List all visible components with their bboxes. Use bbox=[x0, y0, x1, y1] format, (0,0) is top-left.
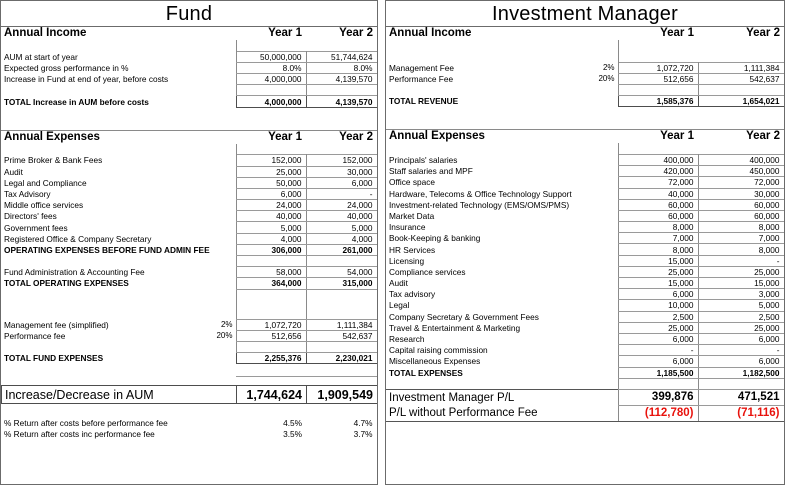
row-year2: 471,521 bbox=[698, 389, 784, 405]
row-year2: 7,000 bbox=[698, 233, 784, 244]
row-year2: 6,000 bbox=[698, 356, 784, 367]
row-label: Licensing bbox=[389, 255, 425, 266]
fund-income-table bbox=[1, 27, 378, 108]
row-year2: 1,909,549 bbox=[307, 386, 378, 404]
spacer-row bbox=[1, 40, 377, 51]
row-year2: - bbox=[698, 345, 784, 356]
row-year1: 152,000 bbox=[236, 155, 306, 166]
im-income-header-year2: Year 2 bbox=[746, 27, 780, 39]
row-label: Fund Administration & Accounting Fee bbox=[4, 267, 145, 278]
row-rate: 2% bbox=[220, 320, 233, 330]
row-year1: 2,255,376 bbox=[236, 353, 306, 364]
row-label: TOTAL REVENUE bbox=[389, 96, 459, 107]
row-year1: 2,500 bbox=[618, 311, 698, 322]
im-income-header-label: Annual Income bbox=[389, 27, 472, 39]
row-year1: 512,656 bbox=[236, 330, 306, 341]
row-label: Legal and Compliance bbox=[4, 177, 87, 188]
table-row bbox=[386, 222, 784, 233]
row-year2: 4,139,570 bbox=[306, 96, 377, 107]
row-year2: 1,654,021 bbox=[698, 96, 784, 107]
row-year1: 8.0% bbox=[236, 62, 306, 73]
row-year2: 1,182,500 bbox=[698, 367, 784, 378]
row-year2: (71,116) bbox=[698, 405, 784, 421]
row-year1: 60,000 bbox=[618, 210, 698, 221]
row-year2: 15,000 bbox=[698, 278, 784, 289]
table-row bbox=[386, 244, 784, 255]
im-expense-header-year2: Year 2 bbox=[746, 130, 780, 143]
row-label: Capital raising commission bbox=[389, 345, 488, 356]
row-label: Increase/Decrease in AUM bbox=[2, 386, 237, 404]
row-year2: 152,000 bbox=[306, 155, 377, 166]
row-label: P/L without Performance Fee bbox=[386, 405, 618, 421]
row-year2: - bbox=[306, 188, 377, 199]
table-row bbox=[1, 429, 377, 440]
row-label: Miscellaneous Expenses bbox=[389, 356, 481, 367]
fund-expense-header-label: Annual Expenses bbox=[4, 130, 100, 143]
row-year2: 25,000 bbox=[698, 322, 784, 333]
fund-expense-header-row bbox=[1, 131, 377, 144]
spacer-row bbox=[386, 84, 784, 95]
row-label: Hardware, Telecoms & Office Technology Support bbox=[389, 188, 572, 199]
row-year1: 15,000 bbox=[618, 255, 698, 266]
row-year1: 8,000 bbox=[618, 222, 698, 233]
row-label: Increase in Fund at end of year, before costs bbox=[4, 74, 169, 85]
row-year2: 2,500 bbox=[698, 311, 784, 322]
im-income-table bbox=[386, 27, 785, 107]
row-year1: 399,876 bbox=[618, 389, 698, 405]
row-label: Management Fee bbox=[389, 62, 455, 73]
row-year1: 306,000 bbox=[236, 244, 306, 255]
row-year2: 72,000 bbox=[698, 177, 784, 188]
im-total-expenses-row bbox=[386, 367, 784, 378]
panel-gutter bbox=[378, 0, 385, 485]
table-row bbox=[1, 222, 377, 233]
row-year2: 1,111,384 bbox=[306, 319, 377, 330]
row-year2: 8.0% bbox=[306, 62, 377, 73]
row-year2: 24,000 bbox=[306, 200, 377, 211]
row-label: TOTAL OPERATING EXPENSES bbox=[4, 278, 129, 289]
row-year1: 10,000 bbox=[618, 300, 698, 311]
table-row bbox=[1, 417, 377, 428]
im-expense-rows bbox=[386, 154, 784, 367]
table-row bbox=[1, 62, 377, 73]
table-row bbox=[386, 266, 784, 277]
im-title: Investment Manager bbox=[386, 1, 784, 27]
row-label: % Return after costs before performance fee bbox=[4, 417, 168, 428]
row-year1: 15,000 bbox=[618, 278, 698, 289]
fund-management-fee-row bbox=[1, 319, 377, 330]
row-label: Audit bbox=[389, 278, 408, 289]
row-label: Registered Office & Company Secretary bbox=[4, 233, 152, 244]
row-label: TOTAL Increase in AUM before costs bbox=[4, 96, 149, 107]
row-year2: 1,111,384 bbox=[698, 62, 784, 73]
row-year1: 25,000 bbox=[618, 266, 698, 277]
row-label: Middle office services bbox=[4, 200, 84, 211]
row-label: Government fees bbox=[4, 222, 68, 233]
row-label: Staff salaries and MPF bbox=[389, 166, 473, 177]
row-label: Travel & Entertainment & Marketing bbox=[389, 322, 521, 333]
table-row bbox=[1, 177, 377, 188]
row-label: Directors' fees bbox=[4, 211, 57, 222]
row-year1: 4,000,000 bbox=[236, 96, 306, 107]
im-expense-header-label: Annual Expenses bbox=[389, 130, 485, 143]
row-label: Tax Advisory bbox=[4, 188, 51, 199]
row-year1: 1,185,500 bbox=[618, 367, 698, 378]
fund-opex-before-admin-row bbox=[1, 244, 377, 255]
row-label: % Return after costs inc performance fee bbox=[4, 429, 155, 440]
row-year1: 3.5% bbox=[283, 429, 302, 440]
row-label: Office space bbox=[389, 177, 435, 188]
fund-income-total-row bbox=[1, 96, 377, 107]
row-year1: - bbox=[618, 345, 698, 356]
row-year1: 5,000 bbox=[236, 222, 306, 233]
fund-income-header-label: Annual Income bbox=[4, 27, 87, 39]
row-year1: (112,780) bbox=[618, 405, 698, 421]
fund-title: Fund bbox=[1, 1, 377, 27]
spacer-row bbox=[1, 256, 377, 267]
spacer-row bbox=[1, 289, 377, 319]
fund-return-table bbox=[1, 417, 378, 439]
row-label: Company Secretary & Government Fees bbox=[389, 311, 539, 322]
im-management-fee-row bbox=[386, 62, 784, 73]
row-year1: 8,000 bbox=[618, 244, 698, 255]
row-label: Insurance bbox=[389, 222, 426, 233]
row-year2: 4,139,570 bbox=[306, 74, 377, 85]
row-rate: 2% bbox=[602, 63, 615, 73]
table-row bbox=[386, 333, 784, 344]
row-label: Book-Keeping & banking bbox=[389, 233, 481, 244]
fund-income-header-year1: Year 1 bbox=[268, 27, 302, 39]
row-label: Performance Fee bbox=[389, 73, 454, 84]
fund-aum-change-table bbox=[1, 385, 378, 404]
row-year1: 6,000 bbox=[618, 333, 698, 344]
row-label: HR Services bbox=[389, 244, 436, 255]
row-year2: 2,230,021 bbox=[306, 353, 377, 364]
row-year2: 4,000 bbox=[306, 233, 377, 244]
row-year2: 54,000 bbox=[306, 267, 377, 278]
row-year1: 6,000 bbox=[618, 289, 698, 300]
row-year2: - bbox=[698, 255, 784, 266]
spacer-row bbox=[386, 378, 784, 389]
spacer-row bbox=[1, 341, 377, 352]
row-year1: 24,000 bbox=[236, 200, 306, 211]
table-row bbox=[386, 233, 784, 244]
fund-total-expenses-row bbox=[1, 353, 377, 364]
table-row bbox=[1, 200, 377, 211]
row-year2: 315,000 bbox=[306, 278, 377, 289]
table-row bbox=[1, 155, 377, 166]
table-row bbox=[1, 211, 377, 222]
table-row bbox=[386, 199, 784, 210]
im-expense-table bbox=[386, 130, 785, 422]
row-label: Audit bbox=[4, 166, 23, 177]
table-row bbox=[386, 210, 784, 221]
im-expense-header-row bbox=[386, 130, 784, 143]
row-year2: 450,000 bbox=[698, 166, 784, 177]
row-year1: 40,000 bbox=[618, 188, 698, 199]
row-year2: 40,000 bbox=[306, 211, 377, 222]
row-year1: 1,072,720 bbox=[618, 62, 698, 73]
row-year2: 4.7% bbox=[306, 417, 377, 428]
table-row bbox=[1, 166, 377, 177]
row-year2: 542,637 bbox=[306, 330, 377, 341]
row-year2: 8,000 bbox=[698, 222, 784, 233]
row-year2: 3.7% bbox=[306, 429, 377, 440]
row-label: Principals' salaries bbox=[389, 155, 458, 166]
row-label: Tax advisory bbox=[389, 289, 436, 300]
row-label: Market Data bbox=[389, 210, 435, 221]
row-year1: 512,656 bbox=[618, 73, 698, 84]
row-year1: 1,072,720 bbox=[236, 319, 306, 330]
row-year2: 542,637 bbox=[698, 73, 784, 84]
row-year2: 3,000 bbox=[698, 289, 784, 300]
row-year2: 30,000 bbox=[306, 166, 377, 177]
table-row bbox=[386, 255, 784, 266]
row-year1: 6,000 bbox=[236, 188, 306, 199]
row-label: Expected gross performance in % bbox=[4, 62, 129, 73]
table-row bbox=[386, 300, 784, 311]
row-year1: 4,000 bbox=[236, 233, 306, 244]
row-label: OPERATING EXPENSES BEFORE FUND ADMIN FEE bbox=[4, 244, 210, 255]
spacer-row bbox=[386, 40, 784, 62]
row-year1: 58,000 bbox=[236, 267, 306, 278]
row-label: Investment-related Technology (EMS/OMS/PMS) bbox=[389, 199, 570, 210]
row-year2: 25,000 bbox=[698, 266, 784, 277]
row-year1: 40,000 bbox=[236, 211, 306, 222]
investment-manager-panel bbox=[385, 0, 785, 485]
table-row bbox=[1, 233, 377, 244]
row-year2: 5,000 bbox=[306, 222, 377, 233]
row-year1: 25,000 bbox=[618, 322, 698, 333]
row-year1: 25,000 bbox=[236, 166, 306, 177]
row-year1: 60,000 bbox=[618, 199, 698, 210]
row-rate: 20% bbox=[216, 331, 233, 341]
spacer-row bbox=[1, 85, 377, 96]
table-row bbox=[1, 74, 377, 85]
row-year1: 1,744,624 bbox=[237, 386, 307, 404]
im-pl-without-performance-row bbox=[386, 405, 784, 421]
table-row bbox=[386, 188, 784, 199]
spacer-row bbox=[1, 144, 377, 155]
row-label: Compliance services bbox=[389, 266, 466, 277]
row-label: Investment Manager P/L bbox=[386, 389, 618, 405]
row-year1: 6,000 bbox=[618, 356, 698, 367]
row-year1: 50,000,000 bbox=[236, 51, 306, 62]
im-pl-row bbox=[386, 389, 784, 405]
table-row bbox=[386, 289, 784, 300]
row-year2: 8,000 bbox=[698, 244, 784, 255]
row-year1: 1,585,376 bbox=[618, 96, 698, 107]
fund-admin-fee-row bbox=[1, 267, 377, 278]
row-year1: 4.5% bbox=[283, 417, 302, 428]
table-row bbox=[386, 322, 784, 333]
row-label: Prime Broker & Bank Fees bbox=[4, 155, 103, 166]
fund-expense-header-year2: Year 2 bbox=[339, 130, 373, 143]
fund-income-header-row bbox=[1, 27, 377, 40]
row-year1: 50,000 bbox=[236, 177, 306, 188]
table-row bbox=[386, 356, 784, 367]
row-year2: 60,000 bbox=[698, 199, 784, 210]
im-expense-header-year1: Year 1 bbox=[660, 130, 694, 143]
row-label: Management fee (simplified) bbox=[4, 319, 109, 330]
row-year2: 30,000 bbox=[698, 188, 784, 199]
spacer-row bbox=[1, 364, 377, 377]
row-year2: 261,000 bbox=[306, 244, 377, 255]
row-year2: 60,000 bbox=[698, 210, 784, 221]
row-year1: 7,000 bbox=[618, 233, 698, 244]
row-year1: 72,000 bbox=[618, 177, 698, 188]
row-year2: 6,000 bbox=[306, 177, 377, 188]
row-label: AUM at start of year bbox=[4, 51, 78, 62]
im-income-header-year1: Year 1 bbox=[660, 27, 694, 39]
fund-total-opex-row bbox=[1, 278, 377, 289]
table-row bbox=[1, 51, 377, 62]
table-row bbox=[386, 154, 784, 165]
row-year2: 6,000 bbox=[698, 333, 784, 344]
row-year1: 4,000,000 bbox=[236, 74, 306, 85]
fund-panel bbox=[0, 0, 378, 485]
table-row bbox=[386, 278, 784, 289]
im-income-header-row bbox=[386, 27, 784, 40]
fund-income-header-year2: Year 2 bbox=[339, 27, 373, 39]
fund-expense-table bbox=[1, 131, 378, 378]
row-year2: 51,744,624 bbox=[306, 51, 377, 62]
table-row bbox=[386, 166, 784, 177]
row-label: Performance fee bbox=[4, 330, 66, 341]
im-performance-fee-row bbox=[386, 73, 784, 84]
row-label: TOTAL EXPENSES bbox=[389, 367, 463, 378]
row-year2: 5,000 bbox=[698, 300, 784, 311]
im-total-revenue-row bbox=[386, 96, 784, 107]
table-row bbox=[386, 345, 784, 356]
row-year1: 364,000 bbox=[236, 278, 306, 289]
row-rate: 20% bbox=[598, 74, 615, 84]
table-row bbox=[386, 311, 784, 322]
spacer-row bbox=[386, 143, 784, 154]
table-row bbox=[386, 177, 784, 188]
table-row bbox=[1, 188, 377, 199]
row-label: Legal bbox=[389, 300, 410, 311]
fund-aum-change-row bbox=[2, 386, 378, 404]
fund-expense-header-year1: Year 1 bbox=[268, 130, 302, 143]
row-label: TOTAL FUND EXPENSES bbox=[4, 353, 104, 364]
row-year1: 400,000 bbox=[618, 154, 698, 165]
row-year1: 420,000 bbox=[618, 166, 698, 177]
row-year2: 400,000 bbox=[698, 154, 784, 165]
fund-performance-fee-row bbox=[1, 330, 377, 341]
row-label: Research bbox=[389, 334, 425, 345]
